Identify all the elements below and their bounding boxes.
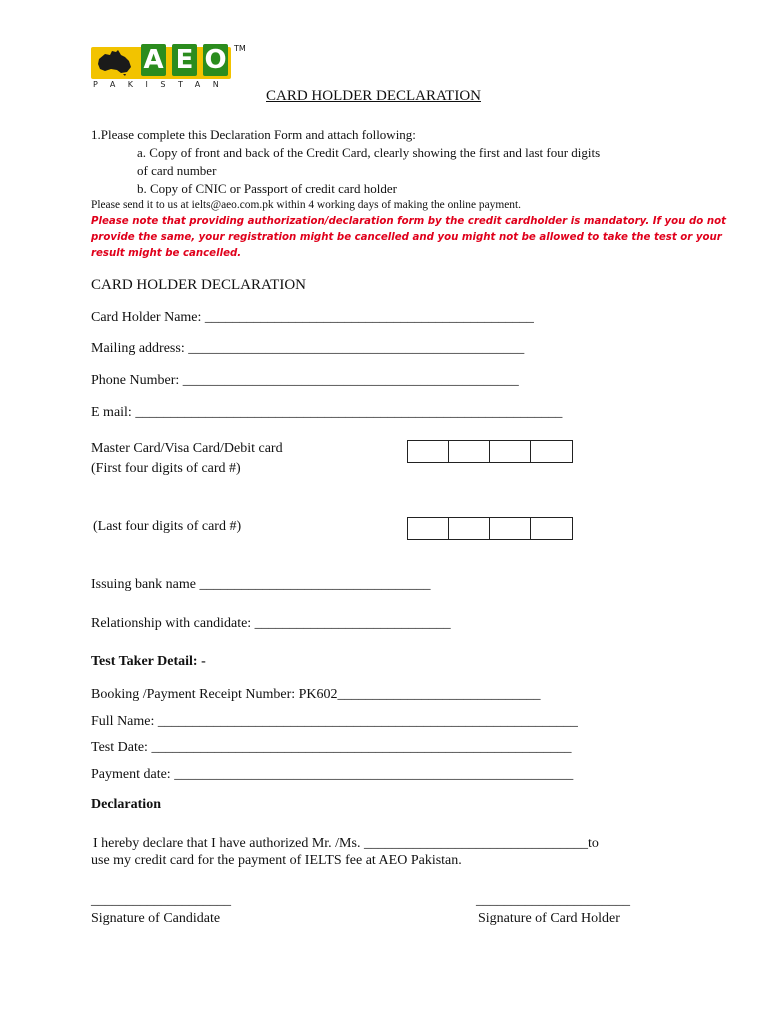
test-date-field[interactable]: Test Date: ____________________________________________________________ xyxy=(91,740,572,755)
digit-cell[interactable] xyxy=(449,441,490,462)
logo-wordmark xyxy=(141,44,228,76)
last-four-label: (Last four digits of card #) xyxy=(93,519,242,534)
candidate-signature-label: Signature of Candidate xyxy=(91,911,221,926)
digit-cell[interactable] xyxy=(408,441,449,462)
logo-letter: A xyxy=(141,44,166,76)
instructions-intro: 1.Please complete this Declaration Form and attach following: xyxy=(91,127,416,142)
digit-cell[interactable] xyxy=(449,518,490,539)
logo-trademark: TM xyxy=(234,44,246,53)
first-four-label: (First four digits of card #) xyxy=(91,461,241,476)
section-heading: CARD HOLDER DECLARATION xyxy=(91,277,306,293)
digit-cell[interactable] xyxy=(531,441,572,462)
send-instructions: Please send it to us at ielts@aeo.com.pk within 4 working days of making the online payment. xyxy=(91,199,521,211)
declaration-heading: Declaration xyxy=(91,797,161,812)
phone-number-field[interactable]: Phone Number: ________________________________________________ xyxy=(91,373,519,388)
test-taker-heading: Test Taker Detail: - xyxy=(91,654,206,669)
digit-cell[interactable] xyxy=(490,441,531,462)
card-holder-signature-line[interactable]: ______________________ xyxy=(476,893,630,908)
declaration-text[interactable]: I hereby declare that I have authorized Mr. /Ms. ________________________________to xyxy=(93,836,599,851)
logo-letter: E xyxy=(172,44,197,76)
relationship-field[interactable]: Relationship with candidate: ____________________________ xyxy=(91,616,451,631)
card-type-label: Master Card/Visa Card/Debit card xyxy=(91,441,283,456)
card-holder-name-field[interactable]: Card Holder Name: _______________________________________________ xyxy=(91,310,534,325)
card-holder-signature-label: Signature of Card Holder xyxy=(478,911,620,926)
instruction-item-a: a. Copy of front and back of the Credit Card, clearly showing the first and last four digits xyxy=(137,145,601,160)
aeo-logo xyxy=(91,44,246,92)
first-four-digits-boxes xyxy=(407,440,573,463)
page-title: CARD HOLDER DECLARATION xyxy=(266,88,481,104)
email-field[interactable]: E mail: _____________________________________________________________ xyxy=(91,405,563,420)
digit-cell[interactable] xyxy=(490,518,531,539)
declaration-text-cont: use my credit card for the payment of IELTS fee at AEO Pakistan. xyxy=(91,853,462,868)
digit-cell[interactable] xyxy=(531,518,572,539)
logo-letter: O xyxy=(204,45,227,75)
australia-map-icon xyxy=(93,47,135,77)
payment-date-field[interactable]: Payment date: _________________________________________________________ xyxy=(91,767,574,782)
issuing-bank-field[interactable]: Issuing bank name _________________________________ xyxy=(91,577,431,592)
instruction-item-a-cont: of card number xyxy=(137,163,217,178)
warning-note-line: result might be cancelled. xyxy=(91,248,242,259)
full-name-field[interactable]: Full Name: ____________________________________________________________ xyxy=(91,714,578,729)
warning-note-line: provide the same, your registration might be cancelled and you might not be allowed to take the test or your xyxy=(91,232,722,243)
candidate-signature-line[interactable]: ____________________ xyxy=(91,893,231,908)
logo-subtitle: PAKISTAN xyxy=(93,80,232,89)
instruction-item-b: b. Copy of CNIC or Passport of credit card holder xyxy=(137,181,397,196)
warning-note-line: Please note that providing authorization/declaration form by the credit cardholder is mandatory. If you do not xyxy=(91,216,726,227)
mailing-address-field[interactable]: Mailing address: ________________________________________________ xyxy=(91,341,525,356)
digit-cell[interactable] xyxy=(408,518,449,539)
booking-number-field[interactable]: Booking /Payment Receipt Number: PK602_____________________________ xyxy=(91,687,541,702)
last-four-digits-boxes xyxy=(407,517,573,540)
